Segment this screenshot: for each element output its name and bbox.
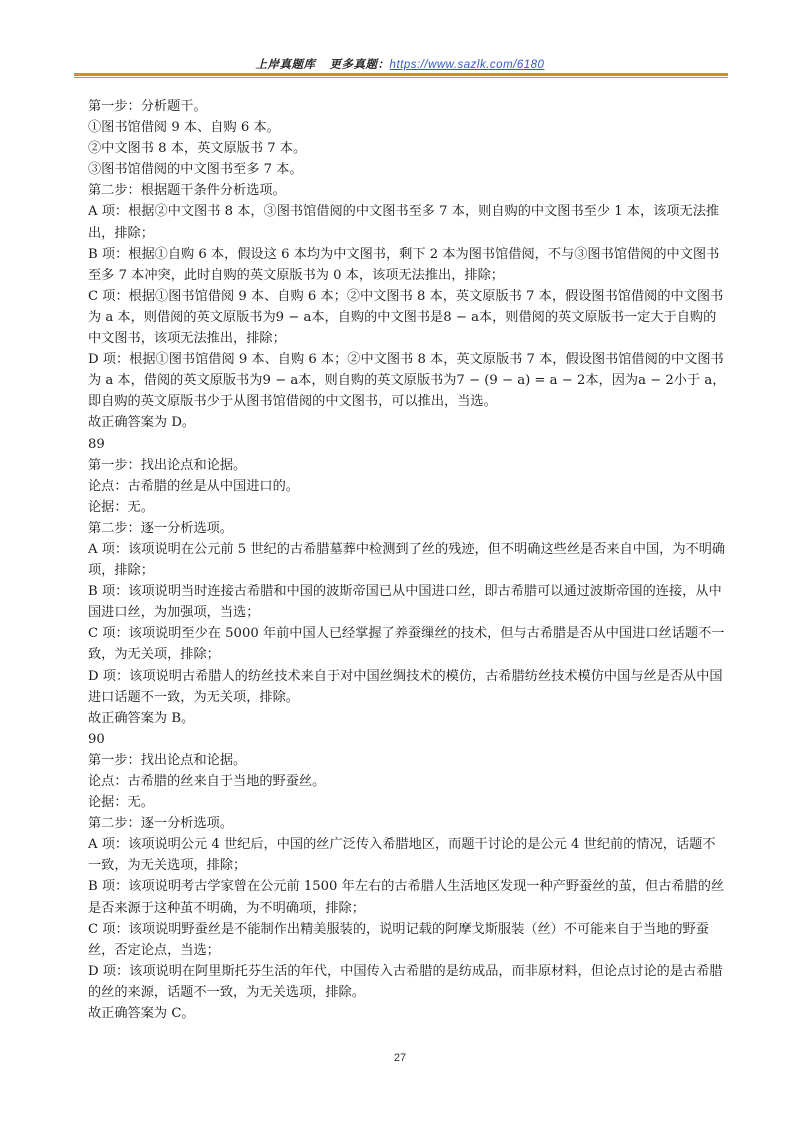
paragraph: B 项：根据①自购 6 本，假设这 6 本均为中文图书，剩下 2 本为图书馆借阅，不与③图书馆借阅的中文图书至多 7 本冲突，此时自购的英文原版书为 0 本，该项无法推出，排除； [88,246,720,283]
page-number: 27 [393,1052,407,1064]
paragraph: ①图书馆借阅 9 本、自购 6 本。 [88,120,280,136]
paragraph: 第二步：逐一分析选项。 [88,520,234,536]
paragraph: D 项：该项说明在阿里斯托芬生活的年代，中国传入古希腊的是纺成品，而非原材料，但论点讨论的是古希腊的丝的来源，话题不一致，为无关选项，排除。 [88,963,723,1000]
question-number: 90 [88,731,105,747]
paragraph: A 项：该项说明公元 4 世纪后，中国的丝广泛传入希腊地区，而题干讨论的是公元 4 世纪前的情况，话题不一致，为无关选项，排除； [88,837,716,874]
paragraph: 论点：古希腊的丝是从中国进口的。 [88,478,299,494]
paragraph: A 项：该项说明在公元前 5 世纪的古希腊墓葬中检测到了丝的残迹，但不明确这些丝是否来自中国，为不明确项，排除； [88,541,726,579]
header-label: 更多真题： [329,59,390,71]
paragraph: 第一步：找出论点和论据。 [88,752,247,768]
paragraph: C 项：根据①图书馆借阅 9 本、自购 6 本；②中文图书 8 本，英文原版书 7 本，假设图书馆借阅的中文图书为 a 本，则借阅的英文原版书为9 − a本，自购的中文图书是8 − a本，则借阅的英文原版书一定大于自购的中文图书，该项无法推出，排除； [88,288,724,347]
paragraph: 故正确答案为 B。 [88,710,195,726]
paragraph: 论据：无。 [88,795,154,811]
paragraph: ③图书馆借阅的中文图书至多 7 本。 [88,162,303,178]
paragraph: 论点：古希腊的丝来自于当地的野蚕丝。 [88,774,326,789]
header-brand: 上岸真题库 [255,59,316,71]
paragraph: 第二步：逐一分析选项。 [88,816,234,832]
page-header [0,56,800,72]
paragraph: B 项：该项说明考古学家曾在公元前 1500 年左右的古希腊人生活地区发现一种产野蚕丝的茧，但古希腊的丝是否来源于这种茧不明确，为不明确项，排除； [88,879,725,916]
paragraph: 第一步：分析题干。 [88,99,207,114]
paragraph: 故正确答案为 C。 [88,1006,195,1022]
question-number: 89 [88,436,105,452]
paragraph: D 项：根据①图书馆借阅 9 本、自购 6 本；②中文图书 8 本，英文原版书 7 本，假设图书馆借阅的中文图书为 a 本，借阅的英文原版书为9 − a本，则自购的英文原版书为7 − (9 − a) = a − 2本，因为a − 2小于 a，即自购的英文原版书少于从图书馆借阅的中文图书，可以推出，当选。 [88,352,726,410]
header-rule-thin [74,77,728,78]
paragraph: 第二步：根据题干条件分析选项。 [88,183,286,199]
paragraph: D 项：该项说明古希腊人的纺丝技术来自于对中国丝绸技术的模仿，古希腊纺丝技术模仿中国与丝是否从中国进口话题不一致，为无关项，排除。 [88,668,723,705]
header-rule-thick [74,73,728,76]
paragraph: 第一步：找出论点和论据。 [88,457,247,473]
paragraph: 故正确答案为 D。 [88,415,196,431]
paragraph: C 项：该项说明野蚕丝是不能制作出精美服装的，说明记载的阿摩戈斯服装（丝）不可能来自于当地的野蚕丝，否定论点，当选； [88,921,709,958]
paragraph: C 项：该项说明至少在 5000 年前中国人已经掌握了养蚕缫丝的技术，但与古希腊是否从中国进口丝话题不一致，为无关项，排除； [88,626,725,663]
paragraph: 论据：无。 [88,499,154,515]
document-body [88,96,728,1024]
paragraph: A 项：根据②中文图书 8 本，③图书馆借阅的中文图书至多 7 本，则自购的中文图书至少 1 本，该项无法推出，排除； [88,204,720,241]
paragraph: B 项：该项说明当时连接古希腊和中国的波斯帝国已从中国进口丝，即古希腊可以通过波斯帝国的连接，从中国进口丝，为加强项，当选； [88,584,722,621]
header-link[interactable]: https://www.sazlk.com/6180 [389,59,545,71]
paragraph: ②中文图书 8 本，英文原版书 7 本。 [88,141,307,157]
